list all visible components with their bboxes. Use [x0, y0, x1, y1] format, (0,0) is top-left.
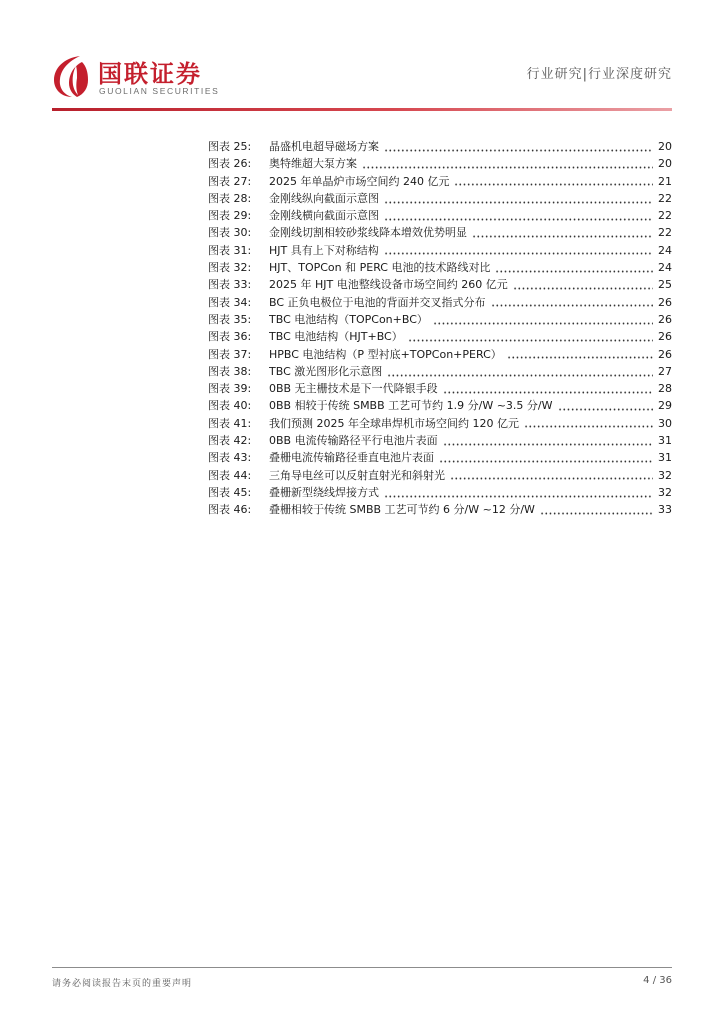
page-header: [0, 0, 724, 118]
footer-disclaimer: 请务必阅读报告末页的重要声明: [52, 979, 193, 989]
toc-dot-leader: [524, 425, 653, 428]
toc-entry-title: 晶盛机电超导磁场方案: [269, 140, 379, 153]
toc-entry-label: 图表 40:: [208, 399, 252, 413]
toc-entry-label: 图表 37:: [208, 347, 252, 361]
toc-entry-page: 32: [658, 485, 672, 499]
toc-dot-leader: [387, 374, 653, 377]
toc-entry-label: 图表 36:: [208, 330, 252, 344]
toc-entry-page: 28: [658, 382, 672, 396]
toc-entry[interactable]: [208, 155, 672, 172]
toc-entry-page: 32: [658, 468, 672, 482]
toc-entry-page: 26: [658, 330, 672, 344]
toc-entry-label: 图表 38:: [208, 364, 252, 378]
toc-dot-leader: [439, 460, 653, 463]
toc-entry-title: TBC 激光图形化示意图: [269, 364, 383, 378]
toc-entry-page: 29: [658, 399, 672, 413]
toc-entry-title: 奥特维超大泵方案: [269, 157, 357, 171]
toc-entry[interactable]: [208, 415, 672, 432]
toc-entry-label: 图表 41:: [208, 416, 252, 430]
toc-entry[interactable]: [208, 328, 672, 345]
page-number: 4 / 36: [643, 975, 672, 986]
toc-dot-leader: [362, 166, 653, 169]
toc-entry-title: TBC 电池结构（TOPCon+BC）: [269, 312, 428, 326]
logo-chinese-name: 国联证券: [98, 60, 202, 88]
logo-english-name: GUOLIAN SECURITIES: [99, 86, 220, 96]
toc-entry-label: 图表 43:: [208, 451, 252, 465]
toc-entry-label: 图表 29:: [208, 209, 252, 223]
toc-entry[interactable]: [208, 363, 672, 380]
toc-dot-leader: [384, 149, 653, 152]
toc-entry-label: 图表 26:: [208, 157, 252, 171]
toc-entry-title: 0BB 相较于传统 SMBB 工艺可节约 1.9 分/W ~3.5 分/W: [269, 399, 553, 413]
toc-entry[interactable]: [208, 432, 672, 449]
toc-entry[interactable]: [208, 346, 672, 363]
toc-entry-title: HJT、TOPCon 和 PERC 电池的技术路线对比: [269, 261, 491, 275]
toc-entry-page: 24: [658, 261, 672, 275]
guolian-logo-icon: [50, 54, 92, 98]
toc-entry-page: 30: [658, 416, 672, 430]
header-divider: [52, 108, 672, 111]
toc-dot-leader: [384, 252, 653, 255]
toc-entry-page: 25: [658, 278, 672, 292]
toc-entry-title: 我们预测 2025 年全球串焊机市场空间约 120 亿元: [269, 416, 519, 430]
toc-entry[interactable]: [208, 449, 672, 466]
toc-dot-leader: [384, 218, 653, 221]
toc-entry[interactable]: [208, 207, 672, 224]
toc-dot-leader: [384, 495, 653, 498]
toc-dot-leader: [558, 408, 653, 411]
toc-entry-page: 20: [658, 140, 672, 153]
toc-entry-title: HJT 具有上下对称结构: [269, 243, 379, 257]
toc-entry[interactable]: [208, 294, 672, 311]
company-logo: [50, 54, 250, 100]
toc-dot-leader: [495, 270, 653, 273]
toc-dot-leader: [540, 512, 653, 515]
toc-entry-page: 27: [658, 364, 672, 378]
toc-entry-label: 图表 35:: [208, 312, 252, 326]
toc-entry[interactable]: [208, 224, 672, 241]
toc-entry-title: HPBC 电池结构（P 型衬底+TOPCon+PERC）: [269, 347, 502, 361]
toc-entry-title: 叠栅相较于传统 SMBB 工艺可节约 6 分/W ~12 分/W: [269, 503, 535, 517]
toc-entry[interactable]: [208, 138, 672, 155]
report-section-label: 行业研究|行业深度研究: [526, 67, 672, 82]
toc-entry-title: TBC 电池结构（HJT+BC）: [269, 330, 403, 344]
toc-entry-page: 26: [658, 295, 672, 309]
toc-entry-page: 31: [658, 451, 672, 465]
toc-entry[interactable]: [208, 380, 672, 397]
toc-entry-label: 图表 45:: [208, 485, 252, 499]
toc-entry-page: 22: [658, 209, 672, 223]
toc-entry-label: 图表 34:: [208, 295, 252, 309]
toc-dot-leader: [443, 443, 653, 446]
toc-dot-leader: [408, 339, 653, 342]
toc-entry-page: 24: [658, 243, 672, 257]
toc-dot-leader: [443, 391, 653, 394]
toc-entry-page: 22: [658, 191, 672, 205]
toc-entry-title: 2025 年 HJT 电池整线设备市场空间约 260 亿元: [269, 278, 508, 292]
toc-entry-label: 图表 46:: [208, 503, 252, 517]
toc-entry-page: 31: [658, 434, 672, 448]
figure-list: [208, 138, 672, 519]
toc-entry-label: 图表 31:: [208, 243, 252, 257]
toc-entry-label: 图表 28:: [208, 191, 252, 205]
toc-entry-label: 图表 42:: [208, 434, 252, 448]
toc-entry-label: 图表 30:: [208, 226, 252, 240]
toc-entry-title: 叠栅新型绕线焊接方式: [269, 485, 379, 499]
toc-dot-leader: [454, 183, 653, 186]
toc-entry[interactable]: [208, 259, 672, 276]
toc-entry[interactable]: [208, 397, 672, 414]
toc-entry-title: 金刚线纵向截面示意图: [269, 191, 379, 205]
toc-entry[interactable]: [208, 484, 672, 501]
toc-dot-leader: [472, 235, 653, 238]
toc-entry-title: 金刚线切割相较砂浆线降本增效优势明显: [269, 226, 467, 240]
toc-entry[interactable]: [208, 190, 672, 207]
toc-entry[interactable]: [208, 501, 672, 518]
toc-entry-title: 0BB 无主栅技术是下一代降银手段: [269, 382, 438, 396]
footer-divider: [52, 967, 672, 968]
toc-entry-page: 26: [658, 312, 672, 326]
toc-entry-page: 20: [658, 157, 672, 171]
toc-dot-leader: [491, 304, 653, 307]
toc-entry-label: 图表 39:: [208, 382, 252, 396]
toc-entry[interactable]: [208, 242, 672, 259]
toc-entry-label: 图表 25:: [208, 140, 252, 153]
toc-dot-leader: [513, 287, 653, 290]
toc-entry-title: 0BB 电流传输路径平行电池片表面: [269, 434, 438, 448]
toc-entry[interactable]: [208, 173, 672, 190]
toc-entry-page: 26: [658, 347, 672, 361]
toc-entry-title: BC 正负电极位于电池的背面并交叉指式分布: [269, 295, 486, 309]
toc-entry-page: 21: [658, 174, 672, 188]
toc-dot-leader: [450, 477, 653, 480]
toc-entry-label: 图表 27:: [208, 174, 252, 188]
toc-entry-page: 33: [658, 503, 672, 517]
toc-entry[interactable]: [208, 276, 672, 293]
toc-dot-leader: [384, 201, 653, 204]
toc-entry-title: 三角导电丝可以反射直射光和斜射光: [269, 468, 445, 482]
toc-entry-label: 图表 44:: [208, 468, 252, 482]
toc-entry-label: 图表 32:: [208, 261, 252, 275]
toc-entry-title: 叠栅电流传输路径垂直电池片表面: [269, 451, 434, 465]
toc-entry-title: 2025 年单晶炉市场空间约 240 亿元: [269, 174, 450, 188]
toc-entry-label: 图表 33:: [208, 278, 252, 292]
toc-dot-leader: [507, 356, 653, 359]
toc-entry-title: 金刚线横向截面示意图: [269, 209, 379, 223]
toc-dot-leader: [433, 322, 653, 325]
toc-entry[interactable]: [208, 311, 672, 328]
toc-entry[interactable]: [208, 467, 672, 484]
toc-entry-page: 22: [658, 226, 672, 240]
